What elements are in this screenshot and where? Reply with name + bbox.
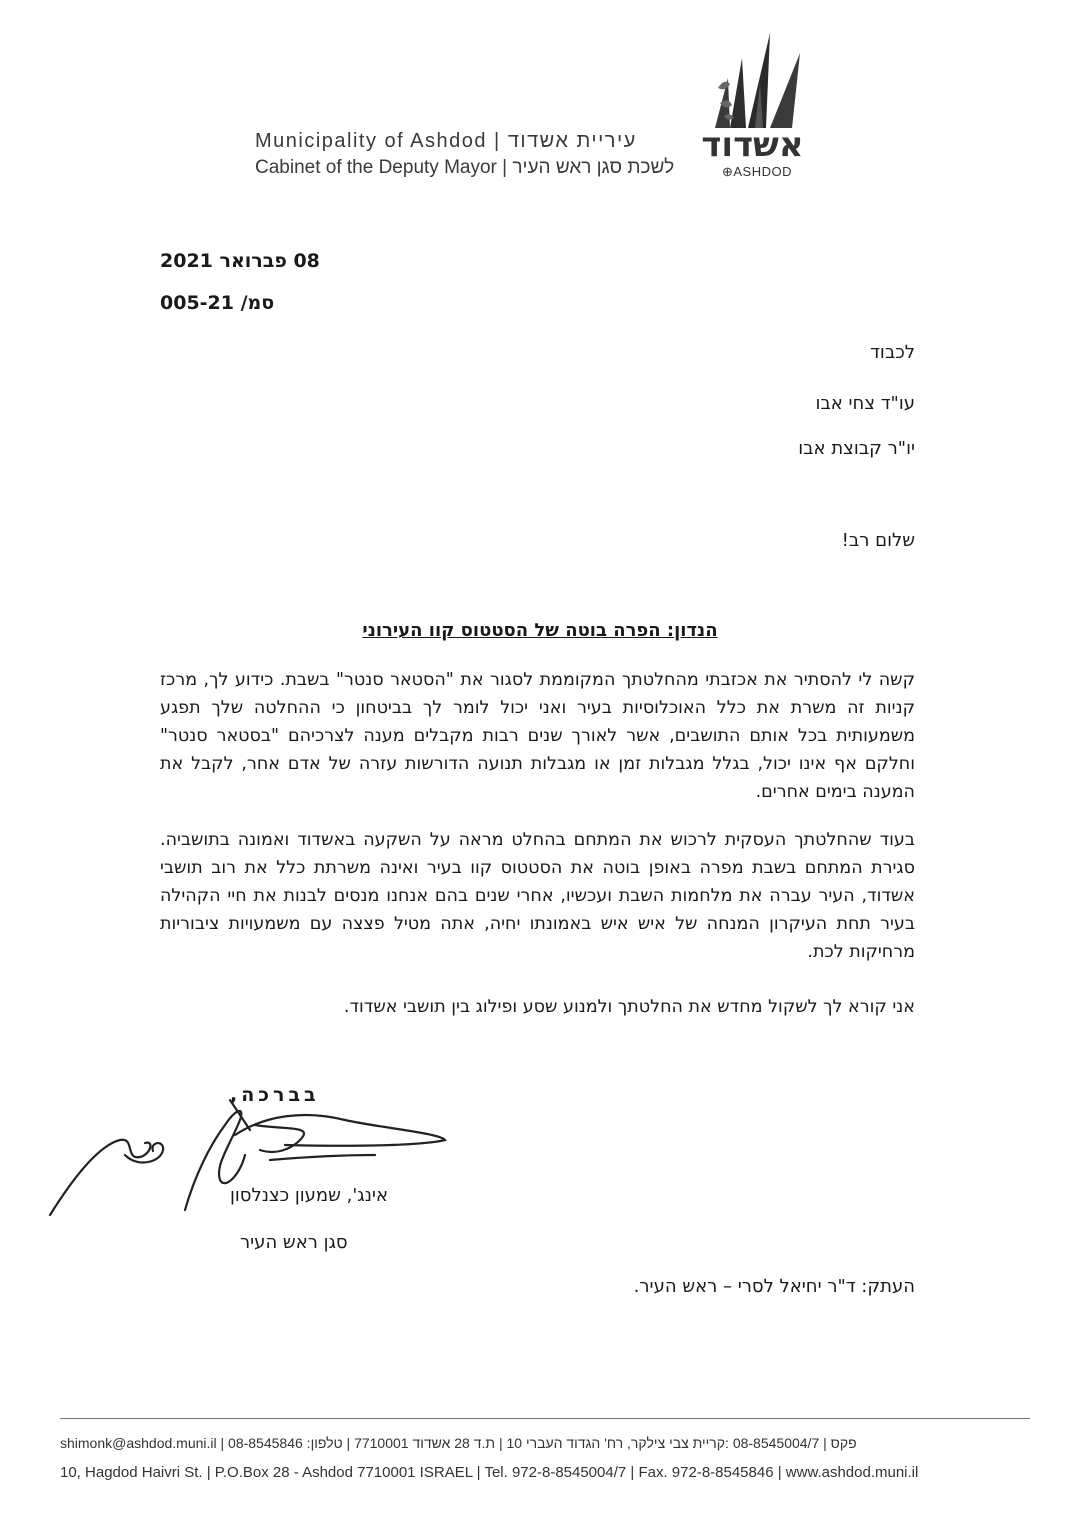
body-paragraph-2: בעוד שהחלטתך העסקית לרכוש את המתחם בהחלט מראה על השקעה באשדוד ואמונה בתושביה. סגירת המתחם בשבת מפרה באופן בוטה את הסטטוס קוו בעיר ואינה משרתת כלל את רוב תושבי אשדוד, העיר עברה את מלחמות השבת ועכשיו, אחרי שנים בהם אנחנו מנסים לבנות את חיי הקהילה בעיר תחת העיקרון המנחה של איש איש באמונתו יחיה, אתה מטיל פצצה עם משמעויות ציבוריות מרחיקות לכת.	[160, 830, 915, 962]
footer-contact-english: 10, Hagdod Haivri St. | P.O.Box 28 - Ashdod 7710001 ISRAEL | Tel. 972-8-8545004/7 | Fax. 972-8-8545846 | www.ashdod.muni.il	[60, 1464, 919, 1481]
addressee-title: יו"ר קבוצת אבו	[798, 438, 915, 459]
org-name-line: Municipality of Ashdod | עיריית אשדוד	[255, 130, 637, 152]
logo-hebrew-text: אשדוד	[701, 125, 804, 165]
greeting: שלום רב!	[841, 530, 915, 551]
body-paragraph-3: אני קורא לך לשקול מחדש את החלטתך ולמנוע שסע ופילוג בין תושבי אשדוד.	[343, 997, 915, 1017]
addressee-name: עו"ד צחי אבו	[815, 393, 915, 414]
logo-english-label: ASHDOD	[733, 164, 793, 179]
closing-blessing: בברכה,	[230, 1084, 320, 1106]
footer-divider	[60, 1418, 1030, 1419]
letter-subject: הנדון: הפרה בוטה של הסטטוס קוו העירוני	[362, 620, 718, 641]
globe-icon: ⊕	[721, 164, 734, 179]
letter-date: 08 פברואר 2021	[160, 250, 320, 272]
letter-reference: סמ/ 005-21	[160, 292, 275, 314]
body-paragraph-1: קשה לי להסתיר את אכזבתי מהחלטתך המקוממת לסגור את "הסטאר סנטר" בשבת. כידוע לך, מרכז קניות זה משרת את כלל האוכלוסיות בעיר ואני יכול לומר לך בביטחון כי ההחלטה שלך תפגע משמעותית בכל אותם התושבים, אשר לאורך שנים רבות מקבלים מענה לצרכיהם "בסטאר סנטר" וחלקם אף אינו יכול, בגלל מגבלות זמן או מגבלות תנועה הדורשות עזרה של אדם אחר, לקבל את המענה בימים אחרים.	[160, 670, 915, 802]
footer-contact-hebrew: shimonk@ashdod.muni.il | 08-8545846 :פקס | 08-8545004/7 :קריית צבי צילקר, רח' הגדוד העברי 10 | ת.ד 28 אשדוד 7710001 | טלפון	[60, 1435, 857, 1451]
signer-name: אינג', שמעון כצנלסון	[230, 1185, 388, 1206]
addressee-honor: לכבוד	[870, 342, 915, 363]
logo-english-text	[712, 164, 802, 180]
carbon-copy-line: העתק: ד"ר יחיאל לסרי – ראש העיר.	[633, 1276, 915, 1297]
signer-role: סגן ראש העיר	[240, 1232, 348, 1253]
cabinet-line: Cabinet of the Deputy Mayor | לשכת סגן ראש העיר	[255, 157, 675, 178]
